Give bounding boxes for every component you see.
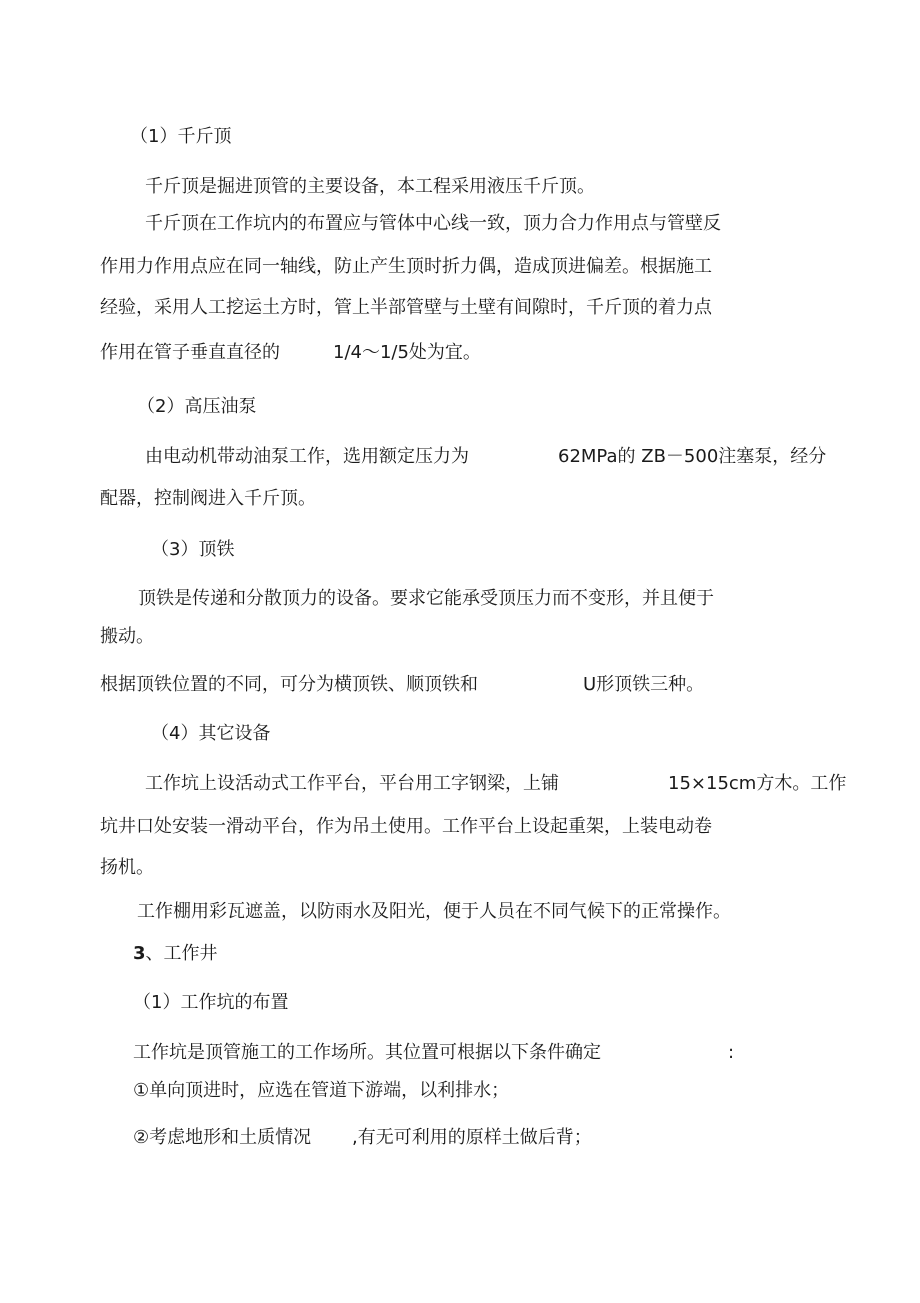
paragraph-line: 62MPa的 ZB－500注塞泵，经分 — [558, 446, 827, 467]
paragraph-line: 搬动。 — [100, 626, 154, 647]
chapter-title: 、工作井 — [145, 943, 218, 964]
paragraph-line: 作用力作用点应在同一轴线，防止产生顶时折力偶，造成顶进偏差。根据施工 — [100, 256, 712, 277]
section-heading-jack: （1）千斤顶 — [130, 126, 232, 147]
section-heading-other: （4）其它设备 — [151, 723, 271, 744]
paragraph-line: 经验，采用人工挖运土方时，管上半部管壁与土壁有间隙时，千斤顶的着力点 — [100, 297, 712, 318]
paragraph-line: 坑井口处安装一滑动平台，作为吊土使用。工作平台上设起重架，上装电动卷 — [100, 816, 712, 837]
paragraph-line: : — [728, 1042, 735, 1063]
section-heading-pump: （2）高压油泵 — [137, 396, 257, 417]
paragraph-line: 由电动机带动油泵工作，选用额定压力为 — [145, 446, 469, 467]
list-item: ①单向顶进时，应选在管道下游端，以利排水； — [133, 1080, 510, 1101]
paragraph-line: 工作坑上设活动式工作平台，平台用工字钢梁，上铺 — [145, 773, 559, 794]
paragraph-line: U形顶铁三种。 — [583, 674, 705, 695]
paragraph-line: 千斤顶是掘进顶管的主要设备，本工程采用液压千斤顶。 — [145, 176, 595, 197]
chapter-number: 3 — [133, 943, 146, 964]
paragraph-line: 工作棚用彩瓦遮盖，以防雨水及阳光，便于人员在不同气候下的正常操作。 — [137, 901, 731, 922]
paragraph-line: 作用在管子垂直直径的 — [100, 342, 280, 363]
list-item: ,有无可利用的原样土做后背； — [352, 1127, 592, 1148]
paragraph-line: 千斤顶在工作坑内的布置应与管体中心线一致，顶力合力作用点与管壁反 — [145, 213, 721, 234]
paragraph-line: 1/4～1/5处为宜。 — [333, 342, 481, 363]
paragraph-line: 根据顶铁位置的不同，可分为横顶铁、顺顶铁和 — [100, 674, 478, 695]
paragraph-line: 配器，控制阀进入千斤顶。 — [100, 488, 316, 509]
paragraph-line: 工作坑是顶管施工的工作场所。其位置可根据以下条件确定 — [133, 1042, 601, 1063]
paragraph-line: 15×15cm方木。工作 — [668, 773, 847, 794]
section-heading-iron: （3）顶铁 — [151, 539, 235, 560]
paragraph-line: 扬机。 — [100, 857, 154, 878]
list-item: ②考虑地形和土质情况 — [133, 1127, 312, 1148]
paragraph-line: 顶铁是传递和分散顶力的设备。要求它能承受顶压力而不变形，并且便于 — [138, 588, 714, 609]
chapter-heading-well — [133, 942, 218, 966]
section-heading-pit-layout: （1）工作坑的布置 — [133, 992, 289, 1013]
